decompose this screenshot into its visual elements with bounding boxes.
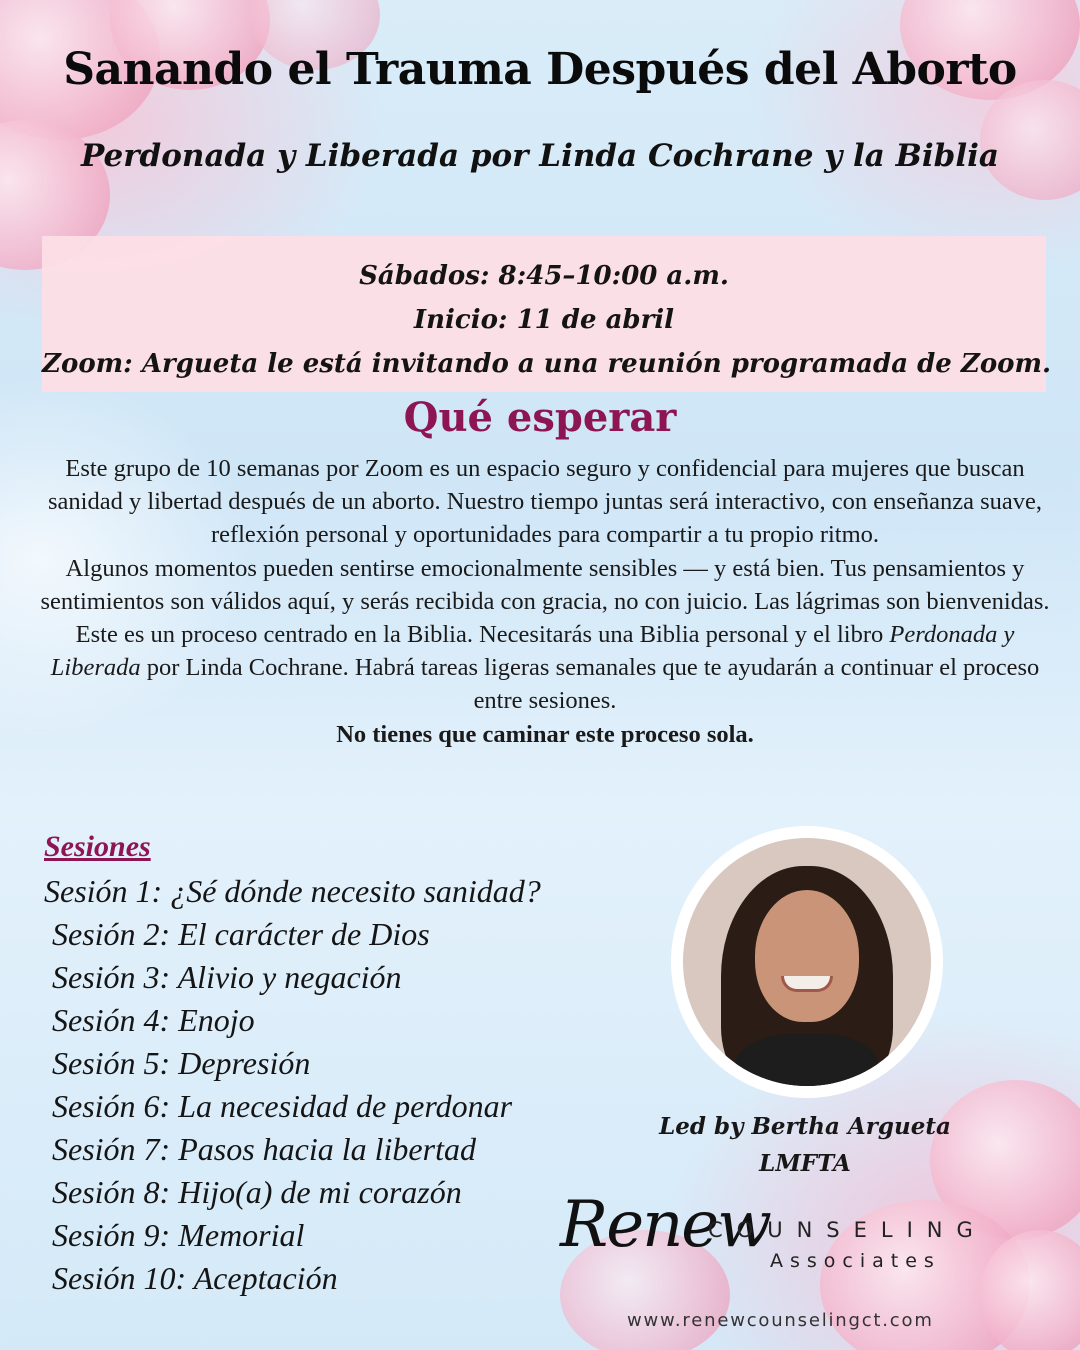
book-title: Perdonada y Liberada [50,621,1015,682]
paragraph-2: Algunos momentos pueden sentirse emocionalmente sensibles — y está bien. Tus pensamientos y sentimientos son válidos aquí, y serás recibida con gracia, no con juicio. Las lágrimas son bienvenidas. [40,554,1050,615]
logo-counseling: COUNSELING [708,1218,987,1242]
schedule-text: Sábados: 8:45–10:00 a.m. [359,261,729,291]
facilitator-credential: LMFTA [759,1150,851,1177]
paragraph-3-start: Este es un proceso centrado en la Biblia. Necesitarás una Biblia personal y el libro [75,621,890,649]
page-subtitle: Perdonada y Liberada por Linda Cochrane y la Biblia [81,138,999,174]
session-item: Sesión 8: Hijo(a) de mi corazón [52,1174,462,1210]
paragraph-3 [40,618,1050,718]
facilitator-credit [640,1108,970,1182]
what-to-expect-body [40,452,1050,751]
start-date-text: Inicio: 11 de abril [413,305,675,335]
session-list [44,870,541,1300]
session-item: Sesión 5: Depresión [52,1045,311,1081]
session-item: Sesión 9: Memorial [52,1217,305,1253]
paragraph-3-end: por Linda Cochrane. Habrá tareas ligeras semanales que te ayudarán a continuar el proceso entre sesiones. [140,654,1040,715]
sessions-heading: Sesiones [44,830,151,863]
website-url: www.renewcounselingct.com [627,1310,934,1331]
what-to-expect-heading: Qué esperar [403,394,677,441]
session-item: Sesión 4: Enojo [52,1002,255,1038]
logo-associates: Associates [770,1250,941,1272]
facilitator-photo [683,838,931,1086]
session-item: Sesión 6: La necesidad de perdonar [52,1088,513,1124]
logo-renew: Renew [560,1188,770,1262]
closing-statement: No tienes que caminar este proceso sola. [336,720,754,748]
session-item: Sesión 1: ¿Sé dónde necesito sanidad? [44,873,541,909]
session-item: Sesión 2: El carácter de Dios [52,916,430,952]
zoom-text: Zoom: Argueta le está invitando a una reunión programada de Zoom. [42,349,1052,379]
session-item: Sesión 3: Alivio y negación [52,959,402,995]
paragraph-1: Este grupo de 10 semanas por Zoom es un espacio seguro y confidencial para mujeres que buscan sanidad y libertad después de un aborto. Nuestro tiempo juntas será interactivo, con enseñanza suave, reflexión personal y oportunidades para compartir a tu propio ritmo. [48,455,1042,549]
session-item: Sesión 10: Aceptación [52,1260,338,1296]
page-title: Sanando el Trauma Después del Aborto [63,44,1017,95]
session-item: Sesión 7: Pasos hacia la libertad [52,1131,476,1167]
schedule-box [42,236,1052,392]
facilitator-name: Led by Bertha Argueta [659,1113,951,1140]
